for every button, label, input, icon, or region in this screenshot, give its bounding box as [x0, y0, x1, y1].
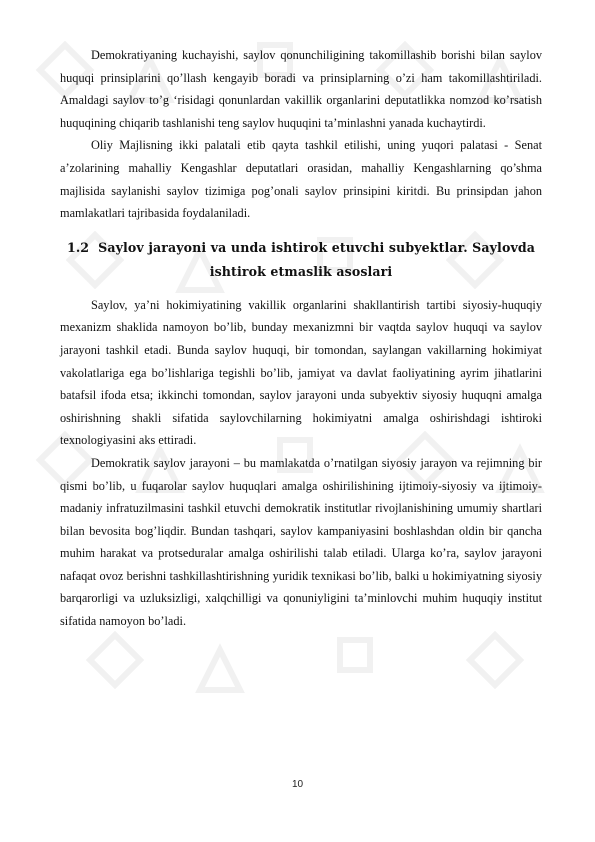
document-page [60, 44, 542, 633]
section-title: Saylov jarayoni va unda ishtirok etuvchi subyektlar. Saylovda ishtirok etmaslik asoslari [98, 239, 536, 279]
body-paragraph: Oliy Majlisning ikki palatali etib qayta tashkil etilishi, uning yuqori palatasi - Senat a’zolarining mahalliy Kengashlar deputatlari orasidan, mahalliy Kengashlarning qo’shma majlisida saylanishi saylov tizimiga pog’onali saylov prinsipini kiritdi. Bu prinsipdan jahon mamlakatlari tajribasida foydalaniladi. [60, 138, 542, 221]
body-paragraph: Demokratiyaning kuchayishi, saylov qonunchiligining takomillashib borishi bilan saylov huquqi prinsiplarini qo’llash kengayib boradi va prinsiplarning o’zi ham takomillashtiriladi. Amaldagi saylov to’g ‘risidagi qonunlardan vakillik organlarini deputatlikka nomzod ko’rsatish huquqining chiqarib tashlanishi teng saylov huquqini ta’minlashni yanada kuchaytirdi. [60, 48, 542, 130]
section-number: 1.2 [66, 239, 90, 255]
body-paragraph: Saylov, ya’ni hokimiyatining vakillik organlarini shakllantirish tartibi siyosiy-huquqiy mexanizm shaklida namoyon bo’lib, bunday mexanizmni bir vaqtda saylov huquqi va saylov jarayoni tashkil etadi. Bunda saylov huquqi, bir tomondan, saylangan vakillarning hokimiyat vakolatlariga ega bo’lishlariga tegishli bo’lib, jamiyat va davlat faoliyatining ayrim jihatlarini batafsil ifoda etsa; ikkinchi tomondan, saylov jarayoni unda subyektiv siyosiy huquqni amalga oshirishning shakli sifatida saylovchilarning hokimiyatni amalga oshirishdagi ishtiroki texnologiyasini aks ettiradi. [60, 297, 542, 448]
section-heading [60, 236, 542, 284]
body-paragraph: Demokratik saylov jarayoni – bu mamlakatda o’rnatilgan siyosiy jarayon va rejimning bir qismi bo’lib, u fuqarolar saylov huquqlari amalga oshirilishining ijtimoiy-siyosiy va ijtimoiy-madaniy infratuzilmasini tashkil etuvchi demokratik institutlar rivojlanishining umumiy shartlari bilan bevosita bog’liqdir. Bundan tashqari, saylov kampaniyasini boshlashdan oldin bir qancha muhim harakat va protseduralar amalga oshirilishi talab etiladi. Ularga ko’ra, saylov jarayoni nafaqat ovoz berishni tashkillashtirishning yuridik texnikasi bo’lib, balki u hokimiyatning siyosiy barqarorligi va uzluksizligi, xalqchilligi va qonuniyligini ta’minlovchi muhim huquqiy institut sifatida namoyon bo’ladi. [60, 455, 542, 629]
page-number: 10 [291, 779, 304, 790]
